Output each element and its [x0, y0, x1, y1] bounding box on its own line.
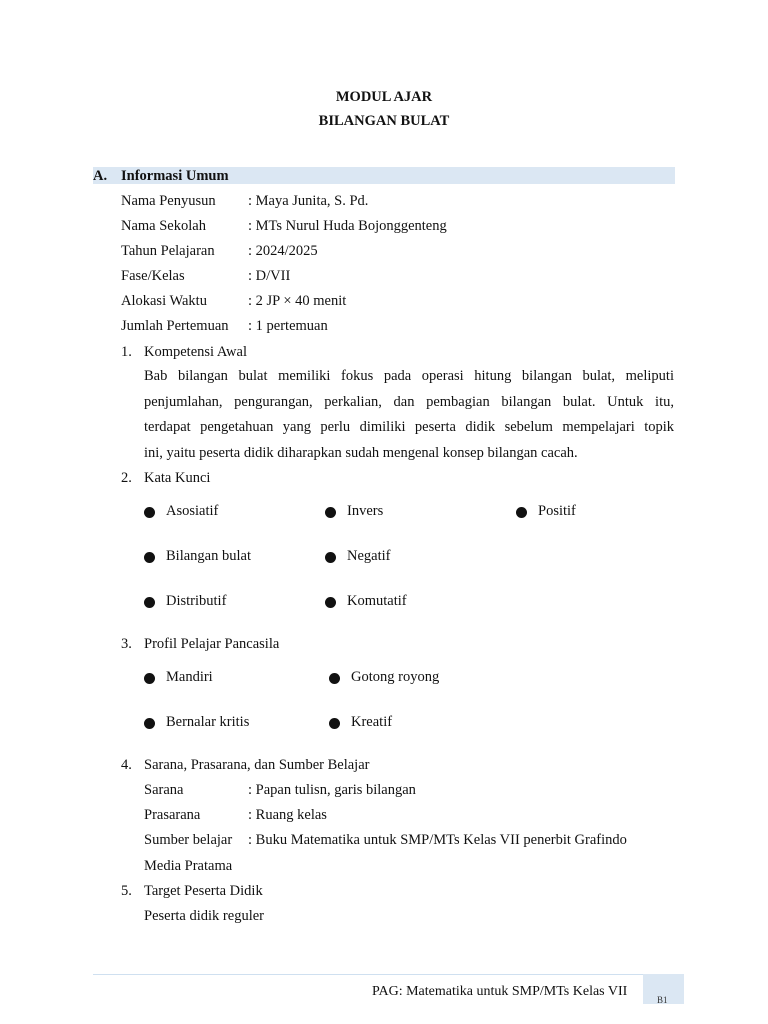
resource-label: Sumber belajar — [144, 832, 233, 848]
keyword: Positif — [538, 503, 576, 519]
info-value: : Maya Junita, S. Pd. — [248, 193, 369, 209]
paragraph-line: penjumlahan, pengurangan, perkalian, dan pembagian bilangan bulat. Untuk itu, — [144, 394, 674, 410]
info-value: : 2024/2025 — [248, 243, 318, 259]
bullet-icon — [144, 597, 155, 608]
list-number: 1. — [121, 344, 132, 360]
bullet-icon — [325, 597, 336, 608]
module-subtitle: BILANGAN BULAT — [318, 113, 450, 129]
paragraph-line: ini, yaitu peserta didik diharapkan sudah mengenal konsep bilangan cacah. — [144, 445, 578, 461]
bullet-icon — [325, 507, 336, 518]
section-letter: A. — [93, 168, 108, 184]
module-title: MODUL AJAR — [335, 89, 433, 105]
info-value: : 1 pertemuan — [248, 318, 328, 334]
profile-item: Bernalar kritis — [166, 714, 250, 730]
bullet-icon — [516, 507, 527, 518]
keyword: Asosiatif — [166, 503, 219, 519]
page-number: B1 — [657, 995, 668, 1005]
list-number: 5. — [121, 883, 132, 899]
info-label: Jumlah Pertemuan — [121, 318, 229, 334]
profile-item: Kreatif — [351, 714, 393, 730]
bullet-icon — [144, 552, 155, 563]
resource-value: : Ruang kelas — [248, 807, 327, 823]
bullet-icon — [144, 673, 155, 684]
info-value: : MTs Nurul Huda Bojonggenteng — [248, 218, 447, 234]
resource-continuation: Media Pratama — [144, 858, 233, 874]
resource-value: : Buku Matematika untuk SMP/MTs Kelas VII penerbit Grafindo — [248, 832, 627, 848]
bullet-icon — [144, 507, 155, 518]
target-text: Peserta didik reguler — [144, 908, 264, 924]
info-label: Alokasi Waktu — [121, 293, 207, 309]
keyword: Komutatif — [347, 593, 407, 609]
info-value: : 2 JP × 40 menit — [248, 293, 347, 309]
page-number-box — [643, 974, 684, 1004]
list-number: 3. — [121, 636, 132, 652]
keyword: Distributif — [166, 593, 227, 609]
keyword: Bilangan bulat — [166, 548, 251, 564]
subsection-heading: Kata Kunci — [144, 470, 211, 486]
footer-text: PAG: Matematika untuk SMP/MTs Kelas VII — [372, 984, 628, 999]
list-number: 4. — [121, 757, 132, 773]
bullet-icon — [144, 718, 155, 729]
keyword: Negatif — [347, 548, 391, 564]
subsection-heading: Profil Pelajar Pancasila — [144, 636, 280, 652]
subsection-heading: Sarana, Prasarana, dan Sumber Belajar — [144, 757, 370, 773]
info-label: Nama Sekolah — [121, 218, 206, 234]
info-label: Fase/Kelas — [121, 268, 185, 284]
bullet-icon — [329, 673, 340, 684]
paragraph-line: terdapat pengetahuan yang perlu dimiliki peserta didik sebelum mempelajari topik — [144, 419, 674, 435]
bullet-icon — [329, 718, 340, 729]
profile-item: Mandiri — [166, 669, 213, 685]
info-value: : D/VII — [248, 268, 291, 284]
subsection-heading: Target Peserta Didik — [144, 883, 263, 899]
bullet-icon — [325, 552, 336, 563]
resource-label: Sarana — [144, 782, 184, 798]
subsection-heading: Kompetensi Awal — [144, 344, 247, 360]
resource-value: : Papan tulisn, garis bilangan — [248, 782, 416, 798]
info-label: Nama Penyusun — [121, 193, 216, 209]
section-heading: Informasi Umum — [121, 168, 229, 184]
list-number: 2. — [121, 470, 132, 486]
resource-label: Prasarana — [144, 807, 201, 823]
footer-divider — [93, 974, 643, 975]
profile-item: Gotong royong — [351, 669, 440, 685]
paragraph-line: Bab bilangan bulat memiliki fokus pada operasi hitung bilangan bulat, meliputi — [144, 368, 674, 384]
keyword: Invers — [347, 503, 384, 519]
info-label: Tahun Pelajaran — [121, 243, 215, 259]
